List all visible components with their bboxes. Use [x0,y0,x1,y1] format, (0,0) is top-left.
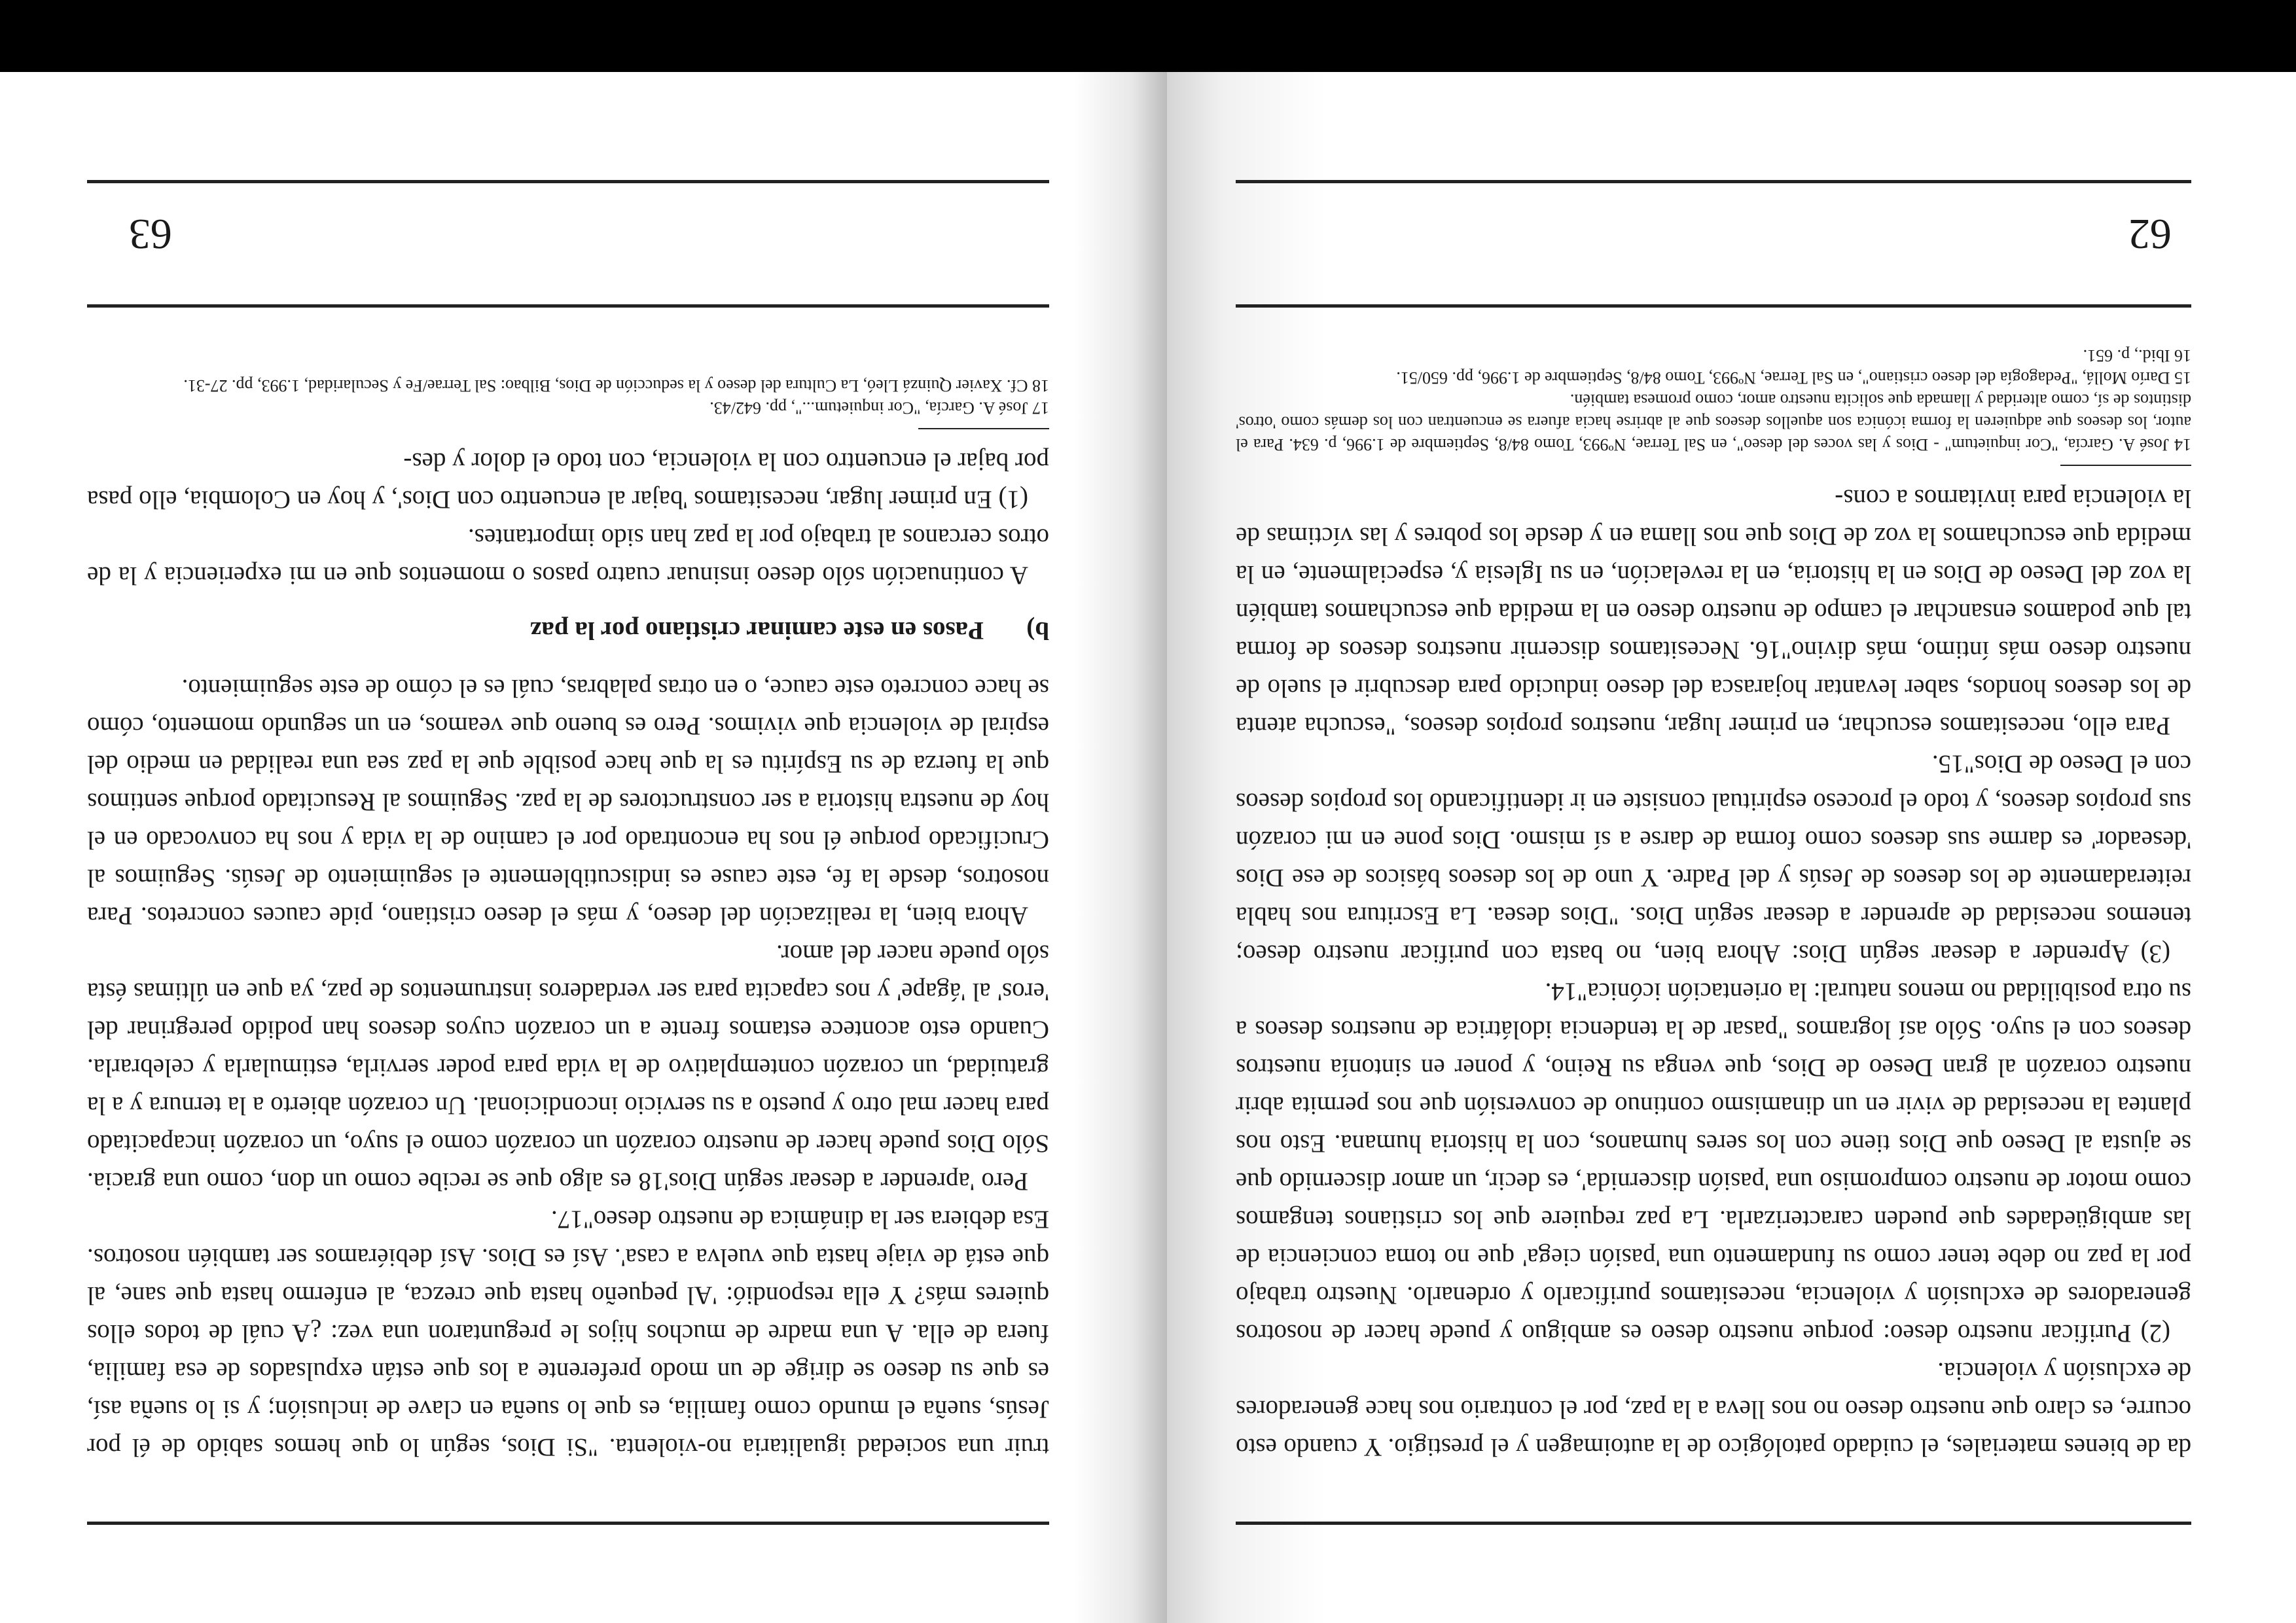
footer-rule-top [1236,304,2191,308]
footer-rule-bottom [87,180,1049,183]
right-page [0,72,1167,1623]
footnote: 14 José A. García, "Cor inquietum" - Dios y las voces del deseo", en Sal Terrae, Nº993, Tomo 84/8, Septiembre de 1.996, p. 634. Para el autor, los deseos que adquieren la forma icónica son aquellos deseos que al abrirse hacia afuera se encuentran con los demás como 'otros' distintos de sí, como alteridad y llamada que solicita nuestro amor, como promesa también. [1236,391,2191,454]
footnote: 18 Cf. Xavier Quinzá Lleó, La Cultura del deseo y la seducción de Dios, Bilbao: Sal Terrae/Fe y Secularidad, 1.993, pp. 27-31. [183,376,1049,395]
footnote: 16 Ibid., p. 651. [2083,346,2191,365]
footer-rule-top [87,304,1049,308]
header-rule [87,1522,1049,1525]
page-number: 62 [2128,210,2172,258]
page-number: 63 [129,210,172,258]
paragraph: Para ello, necesitamos escuchar, en primer lugar, nuestros propios deseos, "escucha atenta de los deseos hondos, saber levantar hojarasca del deseo inducido para descubrir el suelo de nuestro deseo más íntimo, más divino"16. Necesitamos discernir nuestros deseos de forma tal que podamos ensanchar el campo de nuestro deseo en la medida que escuchamos también la voz del Deseo de Dios en la historia, en la revelación, en su Iglesia y, especialmente, en la medida que escuchamos la voz de Dios que nos llama en y desde los pobres y las víctimas de la violencia para invitarnos a cons- [1236,484,2191,740]
section-heading-text: Pasos en este caminar cristiano por la paz [530,616,984,645]
paragraph: truir una sociedad igualitaria no-violenta. "Si Dios, según lo que hemos sabido de él por Jesús, sueña el mundo como familia, es que lo sueña en clave de inclusión; y si lo sueña así, es que su deseo se dirige de un modo preferente a los que están expulsados de esa familia, fuera de ella. A una madre de muchos hijos le preguntaron una vez: ¿A cuál de todos ellos quieres más? Y ella respondió: 'Al pequeño hasta que crezca, al enfermo hasta que sane, al que está de viaje hasta que vuelva a casa'. Así es Dios. Así debiéramos ser también nosotros. Esa debiera ser la dinámica de nuestro deseo"17. [87,1205,1049,1461]
header-rule [1236,1522,2191,1525]
left-page [1167,72,2296,1623]
paragraph: (1) En primer lugar, necesitamos 'bajar al encuentro con Dios', y hoy en Colombia, ello pasa por bajar el encuentro con la violencia, con todo el dolor y des- [87,448,1049,514]
footer-rule-bottom [1236,180,2191,183]
right-page-body [87,374,1049,1466]
paragraph: (2) Purificar nuestro deseo: porque nuestro deseo es ambiguo y puede hacer de nosotros generadores de exclusión y violencia, necesitamos purificarlo y ordenarlo. Nuestro trabajo por la paz no debe tener como su fundamento una 'pasión ciega' que no toma conciencia de las ambigüedades que pueden caracterizarla. La paz requiere que los cristianos tengamos como motor de nuestro compromiso una 'pasión discernida', es decir, un amor discernido que se ajusta al Deseo que Dios tiene con los seres humanos, con la historia humana. Esto nos plantea la necesidad de vivir en un dinamismo continuo de conversión que nos permita abrir nuestro corazón al gran Deseo de Dios, que venga su Reino, y poner en sintonía nuestros deseos con el suyo. Sólo así logramos "pasar de la tendencia idolátrica de nuestros deseos a su otra posibilidad no menos natural: la orientación icónica"14. [1236,978,2191,1347]
paragraph: (3) Aprender a desear según Dios: Ahora bien, no basta con purificar nuestro deseo; tenemos necesidad de aprender a desear según Dios. "Dios desea. La Escritura nos habla reiteradamente de los deseos de Jesús y del Padre. Y uno de los deseos básicos de ese Dios 'deseador' es darme sus deseos como forma de darse a sí mismo. Dios pone en mi corazón sus propios deseos, y todo el proceso espiritual consiste en ir identificando los propios deseos con el Deseo de Dios"15. [1236,750,2191,968]
paragraph: da de bienes materiales, el cuidado patológico de la autoimagen y el prestigio. Y cuando esto ocurre, es claro que nuestro deseo no nos lleva a la paz, por el contrario nos hace generadores de exclusión y violencia. [1236,1357,2191,1461]
paragraph: Pero 'aprender a desear según Dios'18 es algo que se recibe como un don, como una gracia. Sólo Dios puede hacer de nuestro corazón un corazón como el suyo, un corazón incapacitado para hacer mal otro y puesto a su servicio incondicional. Un corazón abierto a la ternura y a la gratuidad, un corazón contemplativo de la vida para poder servirla, estimularla y celebrarla. Cuando esto acontece estamos frente a un corazón cuyos deseos han podido peregrinar del 'eros' al 'ágape' y nos capacita para ser verdaderos instrumentos de paz, ya que en últimas ésta sólo puede nacer del amor. [87,940,1049,1196]
section-heading-label: b) [1026,616,1049,645]
footnote-rule [918,428,1049,429]
footnote: 17 José A. García, "Cor inquietum...", pp. 642/43. [709,399,1049,418]
section-heading [87,611,1049,649]
footnote: 15 Darío Mollá, "Pedagogía del deseo cristiano", en Sal Terrae, Nº993, Tomo 84/8, Septiembre de 1.996, pp. 650/51. [1396,368,2191,387]
footnote-rule [2060,465,2191,466]
paragraph: A continuación sólo deseo insinuar cuatro pasos o momentos que en mi experiencia y la de otros cercanos al trabajo por la paz han sido importantes. [87,524,1049,590]
paragraph: Ahora bien, la realización del deseo, y más el deseo cristiano, pide cauces concretos. Para nosotros, desde la fe, este cause es indiscutiblemente el seguimiento de Jesús. Seguimos al Crucificado porque él nos ha encontrado por el camino de la vida y nos ha convocado en el hoy de nuestra historia a ser constructores de la paz. Seguimos al Resucitado porque sentimos que la fuerza de su Espíritu es la que hace posible que la paz sea una realidad en medio del espiral de violencia que vivimos. Pero es bueno que veamos, en un segundo momento, cómo se hace concreto este cauce, o en otras palabras, cuál es el cómo de este seguimiento. [87,674,1049,930]
left-page-body [1236,344,2191,1466]
